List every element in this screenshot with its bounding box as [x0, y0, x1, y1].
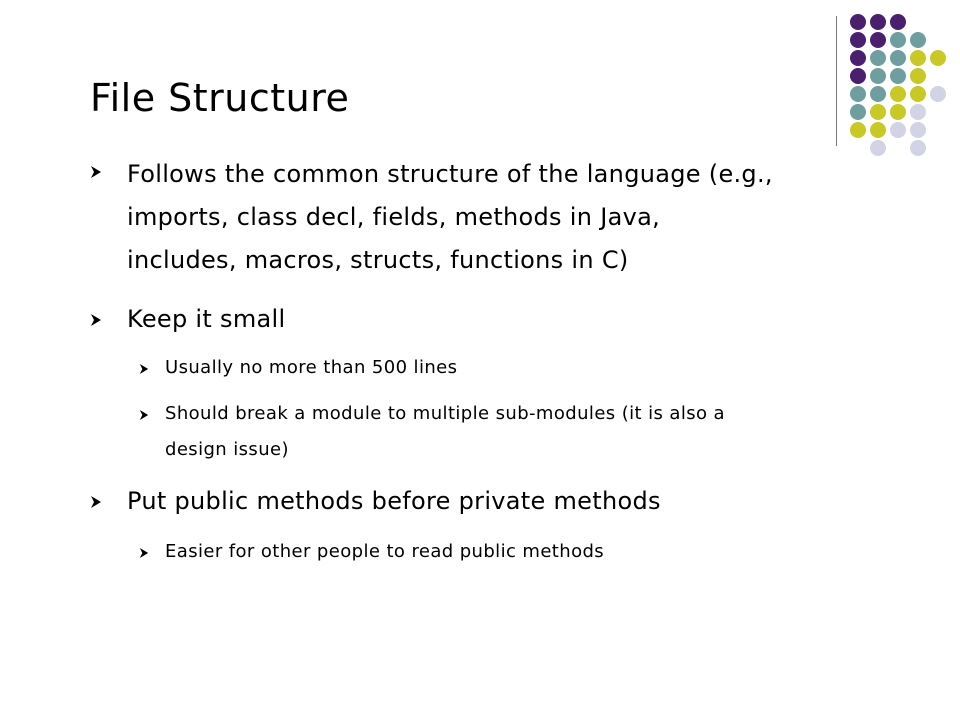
decorative-dot: [890, 32, 906, 48]
decorative-dot: [910, 104, 926, 120]
sub-bullet-text-line: Should break a module to multiple sub-modules (it is also a: [165, 403, 725, 424]
arrowhead-bullet-icon: [139, 410, 149, 420]
decorative-dot: [870, 32, 886, 48]
decorative-dot: [910, 86, 926, 102]
decorative-dot: [850, 50, 866, 66]
decorative-dot: [870, 50, 886, 66]
decorative-dot: [850, 122, 866, 138]
arrowhead-bullet-icon: [139, 364, 149, 374]
decorative-dot: [870, 68, 886, 84]
bullet-text-line: imports, class decl, fields, methods in Java,: [127, 203, 661, 231]
decorative-dot: [910, 50, 926, 66]
decorative-dot: [890, 86, 906, 102]
decorative-dot: [890, 50, 906, 66]
decorative-dot: [870, 140, 886, 156]
decorative-dot: [870, 14, 886, 30]
decorative-dot: [890, 104, 906, 120]
decorative-dot: [850, 68, 866, 84]
sub-bullet-text: Easier for other people to read public methods: [165, 541, 605, 562]
decorative-dot: [850, 104, 866, 120]
decorative-dot: [910, 32, 926, 48]
decorative-dot: [870, 86, 886, 102]
decorative-dot: [910, 68, 926, 84]
arrowhead-bullet-icon: [90, 496, 102, 508]
slide-title: File Structure: [90, 76, 350, 120]
decorative-dot: [930, 86, 946, 102]
arrowhead-bullet-icon: [90, 166, 102, 178]
sub-bullet-text-line: design issue): [165, 439, 289, 460]
decorative-dot: [910, 122, 926, 138]
decorative-dot: [890, 68, 906, 84]
bullet-text-line: includes, macros, structs, functions in C): [127, 246, 629, 274]
arrowhead-bullet-icon: [90, 314, 102, 326]
decorative-dot: [870, 104, 886, 120]
decorative-dot: [850, 32, 866, 48]
decorative-dot: [930, 50, 946, 66]
decorative-dot: [910, 140, 926, 156]
decorative-dot: [890, 122, 906, 138]
decorative-dot: [870, 122, 886, 138]
bullet-text-line: Follows the common structure of the language (e.g.,: [127, 160, 773, 188]
decorative-dot: [890, 14, 906, 30]
sub-bullet-text: Usually no more than 500 lines: [165, 357, 458, 378]
bullet-text: Keep it small: [127, 305, 286, 333]
decorative-dot: [850, 86, 866, 102]
decorative-dot: [850, 14, 866, 30]
bullet-text: Put public methods before private methods: [127, 487, 661, 515]
arrowhead-bullet-icon: [139, 548, 149, 558]
decorative-divider: [836, 16, 837, 146]
